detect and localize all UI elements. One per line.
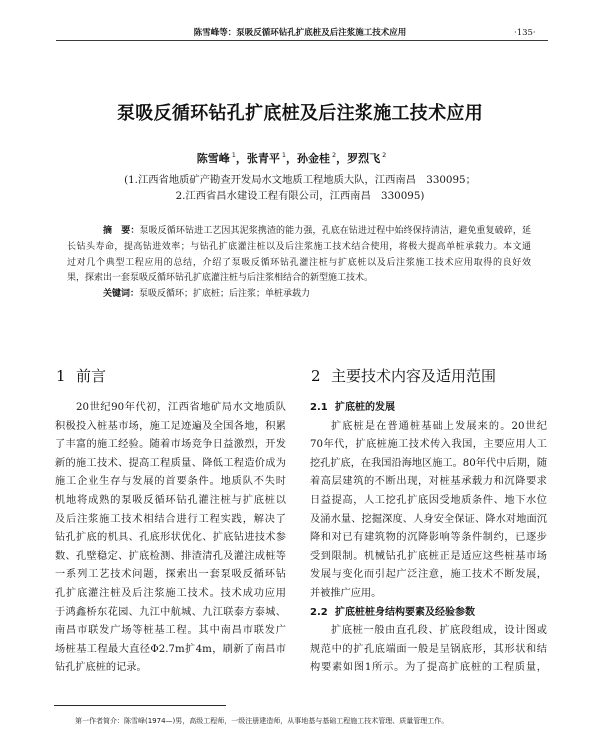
author-name: 陈雪峰 (196, 152, 230, 165)
left-column (55, 399, 286, 678)
abstract-line: 长钻头寿命，提高钻进效率；与钻孔扩底灌注桩以及后注浆施工技术结合使用，将极大提高单桩承载力。本文通 (67, 241, 531, 252)
text-line: 70年代，扩底桩施工技术传入我国，主要应用人工 (310, 439, 547, 451)
text-line: 扩底桩一般由直孔段、扩底段组成，设计图或 (331, 625, 547, 637)
section-title: 前言 (76, 367, 107, 385)
subsection-number: 2.2 (310, 606, 328, 618)
author-list (0, 147, 583, 167)
running-head-title: 陈雪峰等：泵吸反循环钻孔扩底桩及后注浆施工技术应用 (193, 28, 407, 38)
text-line: 数、孔壁稳定、扩底检测、排渣清孔及灌注成桩等 (55, 550, 286, 562)
text-line: 南昌市联发广场等桩基工程。其中南昌市联发广 (55, 625, 286, 637)
text-line: 规范中的扩孔底端面一般是呈锅底形，其形状和结 (310, 643, 547, 655)
section-title: 主要技术内容及适用范围 (331, 367, 497, 385)
text-line: 场桩基工程最大直径Φ2.7m扩4m，刷新了南昌市 (55, 643, 286, 655)
text-line: 发展与变化而引起广泛注意，施工技术不断发展， (310, 569, 547, 581)
text-line: 及后注浆施工技术相结合进行工程实践，解决了 (55, 513, 286, 525)
text-line: 孔扩底灌注桩及后注浆施工技术。技术成功应用 (55, 587, 286, 599)
author-name: 张青平 (246, 152, 280, 165)
text-line: 机地将成熟的泵吸反循环钻孔灌注桩与扩底桩以 (55, 494, 286, 506)
affiliation-marker: 2 (382, 151, 387, 159)
affiliation-marker: 1 (281, 151, 286, 159)
text-line: 了丰富的施工经验。随着市场竞争日益激烈，开发 (55, 439, 286, 451)
abstract-label: 摘 要： (103, 226, 140, 236)
subsection-number: 2.1 (310, 402, 328, 413)
abstract-line: 果，探索出一套泵吸反循环钻孔扩底灌注桩与后注浆相结合的新型施工技术。 (67, 273, 374, 284)
section-heading-1 (56, 366, 106, 386)
author-name: 孙金桂 (297, 152, 330, 165)
text-line: 降和对已有建筑物的沉降影响等条件制约，已逐步 (310, 532, 547, 544)
text-line: 钻孔扩底桩的记录。 (55, 662, 147, 674)
subsection-heading-2-1 (310, 399, 547, 418)
text-line: 构要素如图1所示。为了提高扩底桩的工程质量， (310, 662, 547, 674)
text-line: 积极投入桩基市场，施工足迹遍及全国各地，积累 (55, 420, 286, 432)
text-line: 一系列工艺技术问题，探索出一套泵吸反循环钻 (55, 569, 286, 581)
subsection-heading-2-2 (310, 604, 547, 623)
text-line: 并被推广应用。 (310, 587, 382, 599)
text-line: 于鸿鑫桥东花园、九江中航城、九江联泰方泰城、 (55, 606, 286, 618)
abstract-text: 泵吸反循环钻进工艺因其泥浆携渣的能力强，孔底在钻进过程中始终保持清洁，避免重复破碎，延 (139, 226, 531, 236)
keywords-label: 关键词： (103, 289, 140, 300)
keywords-line (67, 287, 531, 303)
subsection-title: 扩底桩的发展 (335, 402, 395, 413)
text-line: 日益提高，人工挖孔扩底因受地质条件、地下水位 (310, 494, 547, 506)
text-line: 挖孔扩底，在我国沿海地区施工。80年代中后期，随 (310, 457, 548, 469)
affiliation-marker: 1 (231, 151, 236, 159)
paragraph (310, 622, 547, 678)
text-line: 钻孔扩底的机具、孔底形状优化、扩底钻进技术参 (55, 532, 286, 544)
header-rule (56, 40, 548, 41)
author-footnote: 第一作者简介：陈雪峰(1974—)男，高级工程师，一级注册建造师，从事地基与基础工程施工技术管理、质量管理工作。 (75, 717, 449, 725)
section-number: 1 (56, 367, 66, 385)
author-separator: ， (286, 152, 297, 165)
abstract-line (67, 224, 531, 240)
abstract (67, 224, 531, 303)
text-line: 及涌水量、挖掘深度、人身安全保证、降水对地面沉 (310, 513, 547, 525)
keywords-text: 泵吸反循环；扩底桩；后注浆；单桩承载力 (139, 289, 311, 300)
right-column (310, 399, 547, 678)
affiliation-marker: 2 (332, 151, 337, 159)
author-separator: ， (235, 152, 247, 165)
affiliation-line: 2.江西省昌水建设工程有限公司，江西南昌 330095) (175, 189, 425, 202)
text-line: 施工企业生存与发展的首要条件。地质队不失时 (55, 476, 286, 488)
paragraph (55, 399, 286, 678)
section-heading-2 (311, 366, 496, 386)
text-line: 着高层建筑的不断出现，对桩基承载力和沉降要求 (310, 476, 547, 488)
article-title: 泵吸反循环钻孔扩底桩及后注浆施工技术应用 (117, 103, 483, 124)
author-name: 罗烈飞 (347, 152, 381, 165)
text-line: 20世纪90年代初，江西省地矿局水文地质队 (76, 402, 286, 413)
paragraph (310, 418, 547, 604)
text-line: 新的施工技术、提高工程质量、降低工程造价成为 (55, 457, 286, 469)
section-number: 2 (311, 367, 321, 385)
text-line: 扩底桩是在普通桩基础上发展来的。20世纪 (331, 420, 547, 432)
text-line: 受到限制。机械钻孔扩底桩正是适应这些桩基市场 (310, 550, 547, 562)
subsection-title: 扩底桩桩身结构要素及经验参数 (335, 606, 475, 618)
affiliation-line: (1.江西省地质矿产勘查开发局水文地质工程地质大队，江西南昌 330095； (124, 174, 476, 186)
affiliations (0, 173, 600, 204)
footnote-rule (54, 705, 226, 706)
abstract-line: 过对几个典型工程应用的总结，介绍了泵吸反循环钻孔灌注桩与扩底桩以及后注浆施工技术应用取得的良好效 (67, 257, 531, 268)
page-number: ·135· (514, 28, 536, 38)
author-separator: ， (336, 152, 348, 165)
